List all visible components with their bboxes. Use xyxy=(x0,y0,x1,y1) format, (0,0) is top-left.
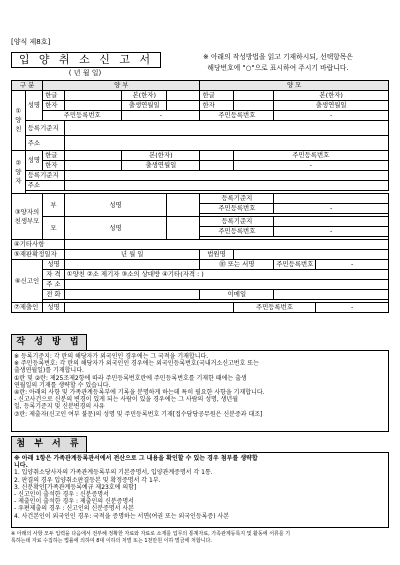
label-bio-parents: ③양자의 친생부모 xyxy=(12,194,43,240)
yangbu-birth-field[interactable] xyxy=(167,101,200,111)
attachment-line: - 우편제출의 경우 : 신고인의 신분증명서 사본 xyxy=(14,505,134,513)
header-yangmo: 양 모 xyxy=(200,81,389,91)
attach-title: 첨 부 서 류 xyxy=(11,436,87,453)
method-panel xyxy=(11,350,389,432)
reporter-name-field[interactable] xyxy=(64,260,200,270)
method-line: ※ 주민등록번호: 각 란의 해당자가 외국인인 경우에는 외국인등록번호(국내거소신고번호 또는 xyxy=(14,360,259,368)
yangmo-hanja-field[interactable] xyxy=(233,101,274,111)
label-rrn: 주민등록번호 xyxy=(43,111,122,121)
label-father-rrn: 주민등록번호 xyxy=(200,204,274,214)
label-reporter-address: 주 소 xyxy=(43,280,65,290)
label-other: ④기타사항 xyxy=(12,240,65,250)
attachment-line: 3. 신분확인[가족관계등록예규 제23호에 의함] xyxy=(14,483,137,491)
attachment-line: - 신고인이 출석한 경우 : 신분증명서 xyxy=(14,491,109,499)
label-bon-hanja-2: 본(한자) xyxy=(274,91,389,101)
adoptee-hangul-field[interactable] xyxy=(64,151,121,161)
label-adoptive-parents: ①양친 xyxy=(12,91,26,151)
label-address: 주소 xyxy=(25,136,64,151)
label-registry: 등록기준지 xyxy=(25,121,64,136)
label-reporter: ⑥신고인 xyxy=(12,260,43,303)
label-mother-registry: 등록기준지 xyxy=(200,217,274,227)
adoptee-hanja-field[interactable] xyxy=(64,161,121,171)
adoptive-registry-field[interactable] xyxy=(64,121,388,136)
label-birth: 출생연월일 xyxy=(122,101,167,111)
signature-label: ㊞ 또는 서명 xyxy=(200,260,274,270)
footer-line: 록하는데 자료 수집하는 법률에 의하여 8대 이하의 처벌 또는 1천만원 이하 벌금에 처합니다. xyxy=(11,538,212,544)
reporter-rrn-field[interactable]: - xyxy=(316,260,389,270)
title-box xyxy=(11,52,161,68)
mother-rrn-field[interactable]: - xyxy=(274,227,389,237)
label-adoptee: ②양자 xyxy=(12,151,26,194)
submitter-name-field[interactable] xyxy=(64,303,233,313)
label-adoptee-hangul: 한글 xyxy=(43,151,65,161)
attachment-line: 니다. xyxy=(14,462,28,470)
label-court: 법원명 xyxy=(200,250,233,260)
label-submitter: ⑦제출인 xyxy=(12,303,43,313)
label-adoptee-bon: 본(한자) xyxy=(122,151,200,161)
adoptee-registry-field[interactable] xyxy=(64,171,388,181)
label-adoptee-birth: 출생연월일 xyxy=(122,161,200,171)
method-line: ⑦란: 제출자(신고인 여부 불문)의 성명 및 주민등록번호 기재[접수담당공무원은 신분증과 대조] xyxy=(14,410,263,418)
mother-name-field[interactable] xyxy=(167,217,200,240)
label-mother-name: 성명 xyxy=(64,217,166,240)
attachment-line: 4. 사건본인이 외국인인 경우: 국적을 증명하는 서면(여권 또는 외국인등록증) 사본 xyxy=(14,512,230,520)
label-father: 부 xyxy=(43,194,65,217)
label-submitter-name: 성명 xyxy=(43,303,65,313)
other-field[interactable] xyxy=(64,240,388,250)
label-hanja: 한자 xyxy=(43,101,65,111)
label-rrn-2: 주민등록번호 xyxy=(200,111,274,121)
header-yangbu: 양 부 xyxy=(43,81,200,91)
attachment-line: ※ 아래 1항은 가족관계등록관서에서 전산으로 그 내용을 확인할 수 있는 경우 첨부를 생략합 xyxy=(14,455,258,462)
method-line: 일, 등록기준지 및 신분변경의 사유 xyxy=(14,403,105,411)
label-adoptee-name: 성명 xyxy=(25,151,42,171)
label-judgment: ⑤재판확정일자 xyxy=(12,250,65,260)
label-name: 성명 xyxy=(25,91,42,121)
date-line: ( 년 월 일) xyxy=(68,69,102,77)
attach-panel xyxy=(11,452,389,528)
adoptive-address-field[interactable] xyxy=(64,136,388,151)
footer-line: ※ 아래의 사항 모두 입력을 다음에서 전부해 정확한 자료와 자료로 소재를 업무의 통계자료, 가족관계등록지 및 활동에 서류를 기 xyxy=(11,531,291,537)
label-hangul-2: 한글 xyxy=(200,91,233,101)
label-reporter-rrn: 주민등록번호 xyxy=(274,260,316,270)
attachment-line: - 제출인이 출석한 경우 : 제출인의 신분증명서 xyxy=(14,498,134,506)
adoptee-address-field[interactable] xyxy=(64,181,388,191)
label-bon-hanja: 본(한자) xyxy=(122,91,167,101)
label-adoptee-registry: 등록기준지 xyxy=(25,171,64,181)
judgment-date-field[interactable]: 년 월 일 xyxy=(64,250,200,260)
header-category: 구 분 xyxy=(12,81,43,91)
attachment-line: 1. 입양취소당사자의 가족관계등록부의 기본증명서, 입양관계증명서 각 1통. xyxy=(14,469,213,477)
father-registry-field[interactable] xyxy=(274,194,389,204)
father-name-field[interactable] xyxy=(167,194,200,217)
method-title: 작 성 방 법 xyxy=(11,334,87,351)
form-title: 입 양 취 소 신 고 서 xyxy=(18,53,154,66)
label-phone: 전 화 xyxy=(43,290,65,300)
method-line: ①란 및 ②란: 제25조제2항에 따라 주민등록번호란에 주민등록번호를 기재한 때에는 출생 xyxy=(14,374,247,382)
label-adoptee-rrn: 주민등록번호 xyxy=(233,151,388,161)
phone-field[interactable] xyxy=(64,290,200,300)
adoptee-birth-field[interactable] xyxy=(200,161,233,171)
yangbu-bon-field[interactable] xyxy=(167,91,200,101)
reporter-address-field[interactable] xyxy=(64,280,388,290)
label-hanja-2: 한자 xyxy=(200,101,233,111)
email-field[interactable] xyxy=(274,290,389,300)
footer-note xyxy=(11,531,391,545)
main-form-table xyxy=(11,80,389,313)
method-line: ④란: 아래의 사항 및 가족관계등록부에 기록을 분명하게 하는데 특히 필요한 사항을 기재합니다. xyxy=(14,389,265,397)
yangmo-hangul-field[interactable] xyxy=(233,91,274,101)
adoptee-bon-field[interactable] xyxy=(200,151,233,161)
attachment-line: 2. 판결의 경우 입양취소판결등본 및 확정증명서 각 1부. xyxy=(14,476,161,484)
yangbu-hanja-field[interactable] xyxy=(64,101,121,111)
label-mother: 모 xyxy=(43,217,65,240)
label-birth-2: 출생연월일 xyxy=(274,101,389,111)
father-rrn-field[interactable]: - xyxy=(274,204,389,214)
instruction-text: ※ 아래의 작성방법을 읽고 기재하시되, 선택항목은 해당번호에 "○"으로 표시하여 주시기 바랍니다. xyxy=(203,53,353,72)
label-adoptee-address: 주소 xyxy=(25,181,64,191)
method-line: ※ 등록기준지: 각 란의 해당자가 외국인인 경우에는 그 국적을 기재합니다. xyxy=(14,353,209,360)
yangmo-rrn-field[interactable]: - xyxy=(274,111,389,121)
yangbu-rrn-field[interactable]: - xyxy=(122,111,200,121)
method-line: 출생연월일)를 기재합니다. xyxy=(14,367,84,375)
label-mother-rrn: 주민등록번호 xyxy=(200,227,274,237)
label-adoptee-hanja: 한자 xyxy=(43,161,65,171)
method-line: - 신고사건으로 신분의 변경이 있게 되는 사람이 있을 경우에는 그 사람의 성명, 생년월 xyxy=(14,396,239,404)
court-field[interactable] xyxy=(233,250,388,260)
submitter-rrn-field[interactable]: - xyxy=(316,303,389,313)
label-father-name: 성명 xyxy=(64,194,166,217)
label-father-registry: 등록기준지 xyxy=(200,194,274,204)
label-reporter-name: 성명 xyxy=(43,260,65,270)
label-hangul: 한글 xyxy=(43,91,65,101)
label-email: 이메일 xyxy=(200,290,274,300)
label-submitter-rrn: 주민등록번호 xyxy=(233,303,316,313)
adoptee-rrn-field[interactable]: - xyxy=(233,161,388,171)
qualification-options[interactable]: ①양친 ②소 제기자 ③소의 상대방 ④기타(자격 : ) xyxy=(64,270,388,280)
yangbu-hangul-field[interactable] xyxy=(64,91,121,101)
label-qualification: 자 격 xyxy=(43,270,65,280)
mother-registry-field[interactable] xyxy=(274,217,389,227)
method-line: 연월일의 기재를 생략할 수 있습니다. xyxy=(14,381,111,389)
form-number: [양식 제8호] xyxy=(11,38,51,46)
